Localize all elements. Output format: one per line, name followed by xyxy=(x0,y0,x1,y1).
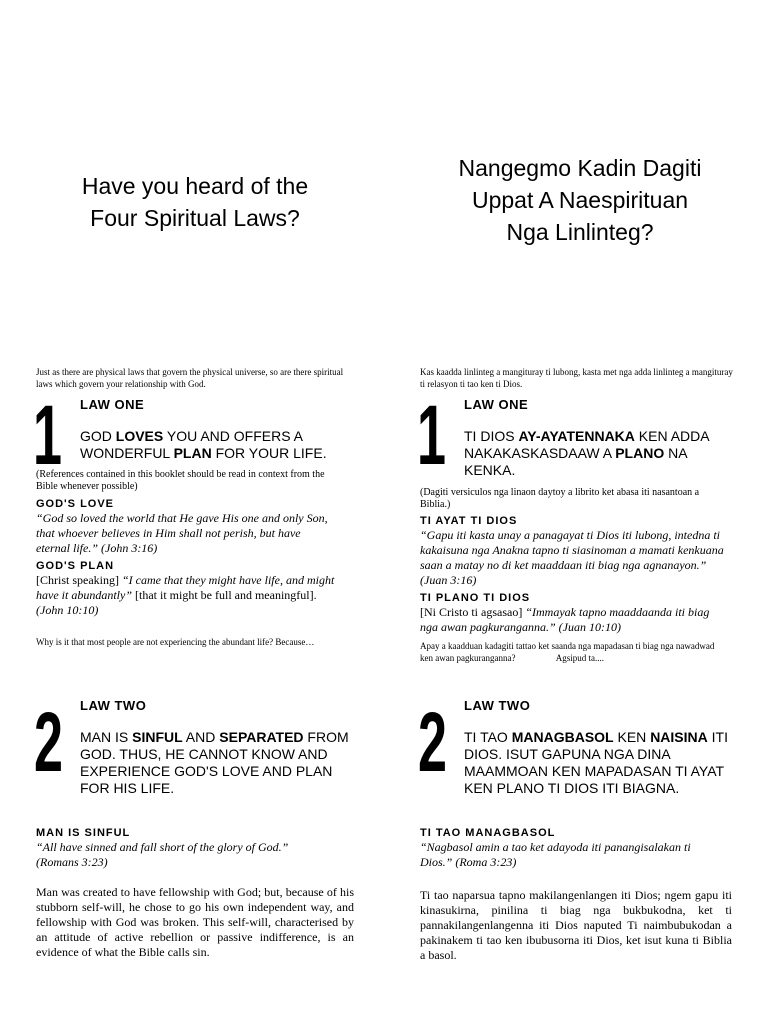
left-law1-bold-b: PLAN xyxy=(173,445,212,461)
left-law1-text-c: FOR YOUR LIFE. xyxy=(211,445,327,461)
left-references-note: (References contained in this booklet should be read in context from the Bible whenever possible) xyxy=(36,469,325,492)
left-gods-plan-heading: GOD'S PLAN xyxy=(36,560,115,572)
left-gods-plan-quote: “I came that they might have life, and might have it abundantly” xyxy=(36,573,335,602)
left-law2-number: 2 xyxy=(34,695,63,789)
left-law2-statement xyxy=(80,729,355,797)
right-managbasol-heading: TI TAO MANAGBASOL xyxy=(420,827,556,839)
right-law1-text-c: NA KENKA. xyxy=(464,445,687,478)
right-law1-text-b: KEN ADDA NAKAKASKASDAAW A xyxy=(464,428,709,461)
right-references-note: (Dagiti versiculos nga linaon daytoy a librito ket abasa iti nasantoan a Biblia.) xyxy=(420,487,700,510)
left-law2-bold-b: SEPARATED xyxy=(219,729,304,745)
left-law2-heading: LAW TWO xyxy=(80,698,147,713)
right-law1-text-a: TI DIOS xyxy=(464,428,519,444)
right-law1-statement xyxy=(464,428,739,479)
left-law1-text-b: YOU AND OFFERS A WONDERFUL xyxy=(80,428,303,461)
right-law2-number: 2 xyxy=(418,695,447,789)
right-ayat-verse-text: “Gapu iti kasta unay a panagayat ti Dios iti lubong, intedna ti kakaisuna nga Anakna tapno ti siasinoman a mamati kenkuana saan a matay no di ket maaddaan iti biag nga agnanayon.” (Juan 3:16) xyxy=(420,528,724,587)
left-question: Why is it that most people are not experiencing the abundant life? Because… xyxy=(36,637,315,647)
right-law2-text-b: KEN xyxy=(613,729,651,745)
right-ayat-verse xyxy=(420,528,732,588)
right-ayat-heading: TI AYAT TI DIOS xyxy=(420,515,518,527)
left-law2-text-a: MAN IS xyxy=(80,729,133,745)
right-title-line1: Nangegmo Kadin Dagiti xyxy=(458,155,702,181)
right-plano-verse xyxy=(420,605,720,635)
right-law2-statement xyxy=(464,729,736,797)
left-law2-text-b: AND xyxy=(182,729,220,745)
right-title xyxy=(415,152,745,248)
right-law1-bold-b: PLANO xyxy=(615,445,665,461)
right-law2-bold-a: MANAGBASOL xyxy=(511,729,614,745)
left-gods-plan-suffix: [that it might be full and meaningful]. xyxy=(132,588,317,602)
left-sinful-verse-text: “All have sinned and fall short of the glory of God.” (Romans 3:23) xyxy=(36,840,289,869)
right-question xyxy=(420,640,720,664)
right-question-text: Apay a kaadduan kadagiti tattao ket saanda nga mapadasan ti biag nga nawadwad ken awan pagkuranganna? xyxy=(420,641,715,663)
right-title-line2: Uppat A Naespirituan xyxy=(471,187,689,213)
right-law1-bold-a: AY-AYATENNAKA xyxy=(518,428,635,444)
right-law2-text-a: TI TAO xyxy=(464,729,512,745)
left-gods-love-heading: GOD'S LOVE xyxy=(36,498,115,510)
right-law2-text-c: ITI DIOS. ISUT GAPUNA NGA DINA MAAMMOAN KEN MAPADASAN TI AYAT KEN PLANO TI DIOS ITI BIAGNA. xyxy=(464,729,728,796)
left-law1-statement xyxy=(80,428,350,462)
left-gods-love-verse xyxy=(36,511,336,556)
right-body-paragraph: Ti tao naparsua tapno makilangenlangen iti Dios; ngem gapu iti kinasukirna, pinilina ti biag nga bukbukodna, ket ti pannakilangenlangenna iti Dios naputed Ti naimbubukodan a pakinakem ti tao ken ibubusorna iti Dios, ket isut kuna ti Biblia a basol. xyxy=(420,888,732,962)
right-law2-bold-b: NAISINA xyxy=(650,729,708,745)
left-law1-text-a: GOD xyxy=(80,428,116,444)
right-law1-number: 1 xyxy=(417,388,446,482)
left-law1-number: 1 xyxy=(33,388,62,482)
left-title-line1: Have you heard of the xyxy=(81,173,309,199)
right-question-end: Agsipud ta.... xyxy=(555,653,604,663)
left-sinful-heading: MAN IS SINFUL xyxy=(36,827,131,839)
right-law2-heading: LAW TWO xyxy=(464,698,531,713)
right-plano-heading: TI PLANO TI DIOS xyxy=(420,592,531,604)
right-intro: Kas kaadda linlinteg a mangituray ti lubong, kasta met nga adda linlinteg a mangituray ti relasyon ti tao ken ti Dios. xyxy=(420,367,733,389)
right-law1-heading: LAW ONE xyxy=(464,397,529,412)
left-gods-love-verse-text: “God so loved the world that He gave His one and only Son, that whoever believes in Him shall not perish, but have eternal life.” (John 3:16) xyxy=(36,511,328,555)
left-law2-text-c: FROM GOD. THUS, HE CANNOT KNOW AND EXPERIENCE GOD'S LOVE AND PLAN FOR HIS LIFE. xyxy=(80,729,349,796)
left-body-paragraph: Man was created to have fellowship with God; but, because of his stubborn self-will, he chose to go his own independent way, and fellowship with God was broken. This self-will, characterised by an attitude of active rebellion or passive indifference, is an evidence of what the Bible calls sin. xyxy=(36,885,354,959)
right-plano-quote: “Immayak tapno maaddaanda iti biag nga awan pagkuranganna.” (Juan 10:10) xyxy=(420,605,710,634)
right-plano-prefix: [Ni Cristo ti agsasao] xyxy=(420,605,526,619)
left-title-line2: Four Spiritual Laws? xyxy=(90,205,300,231)
left-title xyxy=(40,170,350,234)
left-sinful-verse xyxy=(36,840,316,870)
left-gods-plan-prefix: [Christ speaking] xyxy=(36,573,122,587)
left-intro: Just as there are physical laws that govern the physical universe, so are there spiritual laws which govern your relationship with God. xyxy=(36,367,344,389)
left-law1-bold-a: LOVES xyxy=(115,428,164,444)
right-title-line3: Nga Linlinteg? xyxy=(506,219,654,245)
right-managbasol-verse xyxy=(420,840,720,870)
left-law1-heading: LAW ONE xyxy=(80,397,145,412)
left-gods-plan-ref: (John 10:10) xyxy=(36,603,99,617)
left-law2-bold-a: SINFUL xyxy=(132,729,183,745)
left-gods-plan-verse xyxy=(36,573,336,618)
right-managbasol-verse-text: “Nagbasol amin a tao ket adayoda iti panangisalakan ti Dios.” (Roma 3:23) xyxy=(420,840,691,869)
